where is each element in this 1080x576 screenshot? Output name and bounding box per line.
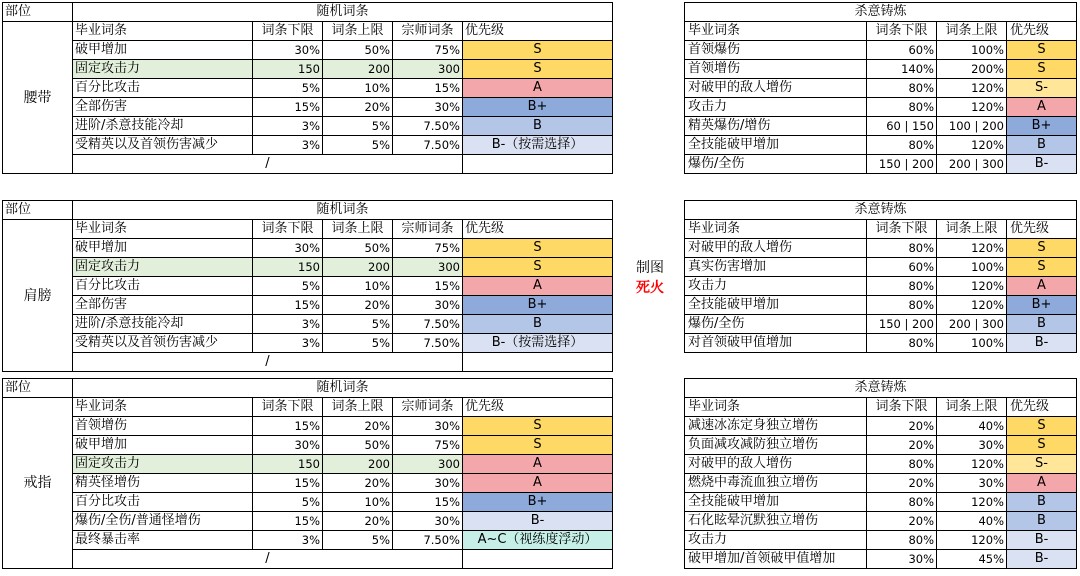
table-row <box>3 296 613 315</box>
affix-low: 150 <box>253 455 323 474</box>
affix-priority: A <box>463 455 613 474</box>
random-affix-table <box>2 200 613 372</box>
affix-low: 3% <box>253 136 323 155</box>
affix-priority: S <box>1007 258 1077 277</box>
col-high: 词条上限 <box>937 220 1007 239</box>
affix-priority: S <box>1007 436 1077 455</box>
affix-name: 破甲增加 <box>73 41 253 60</box>
affix-low: 3% <box>253 531 323 550</box>
col-master: 宗师词条 <box>393 22 463 41</box>
affix-priority: S- <box>1007 79 1077 98</box>
table-row <box>685 136 1077 155</box>
affix-priority: S- <box>1007 455 1077 474</box>
affix-name: 固定攻击力 <box>73 455 253 474</box>
affix-priority: S <box>463 60 613 79</box>
table-header-row <box>3 201 613 220</box>
affix-master: 300 <box>393 455 463 474</box>
part-name: 戒指 <box>3 398 73 569</box>
affix-name: 百分比攻击 <box>73 277 253 296</box>
col-low: 词条下限 <box>867 398 937 417</box>
affix-priority: B+ <box>463 493 613 512</box>
table-row <box>685 531 1077 550</box>
affix-high: 120% <box>937 136 1007 155</box>
affix-high: 50% <box>323 41 393 60</box>
affix-high: 45% <box>937 550 1007 569</box>
affix-name: 全技能破甲增加 <box>685 136 867 155</box>
footer-row <box>3 155 613 174</box>
table-row <box>685 60 1077 79</box>
affix-priority: A <box>463 474 613 493</box>
column-header-row <box>3 220 613 239</box>
affix-low: 150 | 200 <box>867 155 937 174</box>
affix-name: 燃烧中毒流血独立增伤 <box>685 474 867 493</box>
affix-priority: S <box>463 239 613 258</box>
affix-low: 3% <box>253 117 323 136</box>
affix-low: 60% <box>867 41 937 60</box>
affix-high: 100% <box>937 41 1007 60</box>
affix-high: 20% <box>323 296 393 315</box>
col-grad: 毕业词条 <box>73 398 253 417</box>
affix-priority: B <box>1007 315 1077 334</box>
affix-low: 30% <box>253 239 323 258</box>
part-header: 部位 <box>3 3 73 22</box>
table-row <box>3 79 613 98</box>
table-row <box>685 493 1077 512</box>
col-priority: 优先级 <box>1007 220 1077 239</box>
affix-low: 80% <box>867 296 937 315</box>
affix-master: 30% <box>393 98 463 117</box>
affix-high: 5% <box>323 334 393 353</box>
affix-high: 120% <box>937 455 1007 474</box>
column-header-row <box>3 22 613 41</box>
affix-priority: S <box>463 258 613 277</box>
affix-name: 石化眩晕沉默独立增伤 <box>685 512 867 531</box>
affix-high: 200 | 300 <box>937 155 1007 174</box>
affix-name: 破甲增加 <box>73 436 253 455</box>
affix-master: 75% <box>393 239 463 258</box>
credit <box>618 258 682 298</box>
col-high: 词条上限 <box>323 398 393 417</box>
affix-high: 120% <box>937 296 1007 315</box>
affix-low: 80% <box>867 334 937 353</box>
col-low: 词条下限 <box>867 220 937 239</box>
random-affix-header: 随机词条 <box>73 201 613 220</box>
table-row <box>3 455 613 474</box>
col-priority: 优先级 <box>463 220 613 239</box>
affix-master: 30% <box>393 474 463 493</box>
col-grad: 毕业词条 <box>685 22 867 41</box>
table-row <box>685 155 1077 174</box>
killing-forge-header: 杀意铸炼 <box>685 3 1077 22</box>
affix-priority: B+ <box>1007 117 1077 136</box>
affix-priority: B- <box>1007 155 1077 174</box>
table-header-row <box>685 3 1077 22</box>
affix-low: 20% <box>867 512 937 531</box>
affix-name: 首领爆伤 <box>685 41 867 60</box>
part-name: 肩膀 <box>3 220 73 372</box>
col-high: 词条上限 <box>937 22 1007 41</box>
affix-master: 15% <box>393 79 463 98</box>
affix-low: 20% <box>867 474 937 493</box>
footer-empty <box>463 155 613 174</box>
affix-name: 对破甲的敌人增伤 <box>685 239 867 258</box>
affix-priority: S <box>1007 239 1077 258</box>
affix-high: 10% <box>323 493 393 512</box>
affix-name: 爆伤/全伤/普通怪增伤 <box>73 512 253 531</box>
affix-low: 5% <box>253 277 323 296</box>
affix-name: 攻击力 <box>685 277 867 296</box>
footer-row <box>3 353 613 372</box>
footer-empty <box>463 353 613 372</box>
table-row <box>3 98 613 117</box>
affix-name: 精英怪增伤 <box>73 474 253 493</box>
column-header-row <box>685 220 1077 239</box>
affix-priority: S <box>1007 417 1077 436</box>
part-header: 部位 <box>3 379 73 398</box>
affix-priority: S <box>463 436 613 455</box>
table-row <box>3 60 613 79</box>
col-low: 词条下限 <box>867 22 937 41</box>
affix-high: 120% <box>937 493 1007 512</box>
affix-low: 150 <box>253 60 323 79</box>
affix-high: 100% <box>937 258 1007 277</box>
affix-low: 20% <box>867 417 937 436</box>
affix-low: 80% <box>867 98 937 117</box>
affix-low: 80% <box>867 277 937 296</box>
table-row <box>685 334 1077 353</box>
affix-name: 爆伤/全伤 <box>685 155 867 174</box>
table-row <box>3 531 613 550</box>
table-row <box>3 41 613 60</box>
affix-priority: B+ <box>1007 296 1077 315</box>
affix-high: 30% <box>937 474 1007 493</box>
random-affix-table <box>2 2 613 174</box>
table-row <box>685 98 1077 117</box>
affix-low: 60 | 150 <box>867 117 937 136</box>
affix-high: 40% <box>937 417 1007 436</box>
affix-low: 5% <box>253 493 323 512</box>
affix-master: 300 <box>393 258 463 277</box>
col-grad: 毕业词条 <box>73 22 253 41</box>
table-header-row <box>3 3 613 22</box>
table-row <box>685 417 1077 436</box>
affix-master: 30% <box>393 296 463 315</box>
affix-name: 固定攻击力 <box>73 258 253 277</box>
affix-name: 进阶/杀意技能冷却 <box>73 117 253 136</box>
table-row <box>3 474 613 493</box>
affix-priority: B+ <box>463 98 613 117</box>
part-name: 腰带 <box>3 22 73 174</box>
col-low: 词条下限 <box>253 220 323 239</box>
affix-low: 15% <box>253 474 323 493</box>
affix-name: 百分比攻击 <box>73 493 253 512</box>
affix-low: 80% <box>867 239 937 258</box>
table-row <box>3 258 613 277</box>
column-header-row <box>685 22 1077 41</box>
affix-low: 80% <box>867 493 937 512</box>
affix-high: 120% <box>937 277 1007 296</box>
table-row <box>685 455 1077 474</box>
affix-low: 3% <box>253 315 323 334</box>
affix-low: 140% <box>867 60 937 79</box>
table-row <box>685 117 1077 136</box>
affix-priority: A <box>1007 474 1077 493</box>
random-affix-header: 随机词条 <box>73 379 613 398</box>
affix-low: 80% <box>867 531 937 550</box>
affix-high: 5% <box>323 136 393 155</box>
affix-high: 10% <box>323 79 393 98</box>
table-row <box>3 493 613 512</box>
killing-forge-table <box>684 378 1077 569</box>
table-row <box>3 315 613 334</box>
col-grad: 毕业词条 <box>685 220 867 239</box>
col-high: 词条上限 <box>937 398 1007 417</box>
affix-master: 300 <box>393 60 463 79</box>
affix-priority: B <box>1007 136 1077 155</box>
affix-priority: A <box>463 79 613 98</box>
affix-high: 20% <box>323 417 393 436</box>
affix-high: 20% <box>323 512 393 531</box>
affix-priority: B-（按需选择） <box>463 136 613 155</box>
affix-high: 20% <box>323 474 393 493</box>
affix-name: 固定攻击力 <box>73 60 253 79</box>
col-master: 宗师词条 <box>393 220 463 239</box>
killing-forge-table <box>684 2 1077 174</box>
affix-master: 75% <box>393 41 463 60</box>
affix-priority: A <box>463 277 613 296</box>
col-high: 词条上限 <box>323 220 393 239</box>
col-master: 宗师词条 <box>393 398 463 417</box>
affix-name: 首领增伤 <box>73 417 253 436</box>
table-row <box>685 239 1077 258</box>
affix-name: 破甲增加 <box>73 239 253 258</box>
affix-name: 真实伤害增加 <box>685 258 867 277</box>
affix-low: 3% <box>253 334 323 353</box>
affix-high: 30% <box>937 436 1007 455</box>
affix-high: 200 <box>323 60 393 79</box>
col-grad: 毕业词条 <box>685 398 867 417</box>
col-low: 词条下限 <box>253 22 323 41</box>
affix-low: 20% <box>867 436 937 455</box>
affix-low: 80% <box>867 455 937 474</box>
table-row <box>3 117 613 136</box>
affix-low: 60% <box>867 258 937 277</box>
table-row <box>685 79 1077 98</box>
table-row <box>685 296 1077 315</box>
col-priority: 优先级 <box>1007 22 1077 41</box>
col-priority: 优先级 <box>463 22 613 41</box>
affix-low: 5% <box>253 79 323 98</box>
affix-priority: B- <box>1007 550 1077 569</box>
part-header: 部位 <box>3 201 73 220</box>
affix-priority: B- <box>463 512 613 531</box>
table-row <box>685 277 1077 296</box>
affix-name: 全技能破甲增加 <box>685 493 867 512</box>
credit-author: 死火 <box>636 280 664 296</box>
affix-priority: B+ <box>463 296 613 315</box>
footer-row <box>3 550 613 569</box>
affix-high: 50% <box>323 239 393 258</box>
table-row <box>685 474 1077 493</box>
footer-empty <box>463 550 613 569</box>
table-row <box>3 277 613 296</box>
affix-priority: B- <box>1007 334 1077 353</box>
affix-high: 5% <box>323 531 393 550</box>
affix-master: 7.50% <box>393 136 463 155</box>
affix-priority: A <box>1007 98 1077 117</box>
killing-forge-header: 杀意铸炼 <box>685 201 1077 220</box>
affix-name: 负面减攻减防独立增伤 <box>685 436 867 455</box>
column-header-row <box>685 398 1077 417</box>
affix-master: 30% <box>393 512 463 531</box>
affix-name: 攻击力 <box>685 531 867 550</box>
affix-high: 200 | 300 <box>937 315 1007 334</box>
affix-high: 5% <box>323 315 393 334</box>
affix-priority: A~C（视练度浮动） <box>463 531 613 550</box>
affix-name: 精英爆伤/增伤 <box>685 117 867 136</box>
col-high: 词条上限 <box>323 22 393 41</box>
table-row <box>685 550 1077 569</box>
footer-slash: / <box>73 550 463 569</box>
affix-low: 30% <box>253 436 323 455</box>
affix-high: 100% <box>937 334 1007 353</box>
affix-master: 15% <box>393 493 463 512</box>
affix-name: 最终暴击率 <box>73 531 253 550</box>
table-row <box>3 239 613 258</box>
affix-name: 爆伤/全伤 <box>685 315 867 334</box>
affix-priority: B <box>1007 493 1077 512</box>
affix-name: 受精英以及首领伤害减少 <box>73 334 253 353</box>
affix-high: 20% <box>323 98 393 117</box>
table-row <box>685 258 1077 277</box>
affix-name: 全技能破甲增加 <box>685 296 867 315</box>
affix-priority: B <box>463 315 613 334</box>
random-affix-table <box>2 378 613 569</box>
affix-priority: B <box>463 117 613 136</box>
affix-name: 减速冰冻定身独立增伤 <box>685 417 867 436</box>
affix-priority: B-（按需选择） <box>463 334 613 353</box>
affix-priority: S <box>463 417 613 436</box>
table-row <box>685 436 1077 455</box>
col-grad: 毕业词条 <box>73 220 253 239</box>
table-row <box>685 512 1077 531</box>
table-row <box>3 436 613 455</box>
affix-priority: S <box>463 41 613 60</box>
table-row <box>3 512 613 531</box>
affix-high: 200 <box>323 455 393 474</box>
affix-name: 全部伤害 <box>73 296 253 315</box>
affix-name: 攻击力 <box>685 98 867 117</box>
killing-forge-header: 杀意铸炼 <box>685 379 1077 398</box>
affix-name: 对破甲的敌人增伤 <box>685 455 867 474</box>
affix-master: 75% <box>393 436 463 455</box>
col-priority: 优先级 <box>1007 398 1077 417</box>
killing-forge-table <box>684 200 1077 353</box>
affix-name: 百分比攻击 <box>73 79 253 98</box>
affix-high: 10% <box>323 277 393 296</box>
affix-name: 全部伤害 <box>73 98 253 117</box>
affix-name: 首领增伤 <box>685 60 867 79</box>
footer-slash: / <box>73 353 463 372</box>
col-priority: 优先级 <box>463 398 613 417</box>
affix-high: 50% <box>323 436 393 455</box>
affix-high: 200 <box>323 258 393 277</box>
table-row <box>685 315 1077 334</box>
affix-high: 120% <box>937 531 1007 550</box>
table-row <box>685 41 1077 60</box>
affix-low: 80% <box>867 136 937 155</box>
affix-low: 30% <box>867 550 937 569</box>
affix-high: 120% <box>937 98 1007 117</box>
affix-low: 30% <box>253 41 323 60</box>
affix-high: 100 | 200 <box>937 117 1007 136</box>
affix-low: 15% <box>253 417 323 436</box>
affix-master: 7.50% <box>393 315 463 334</box>
affix-master: 7.50% <box>393 117 463 136</box>
affix-priority: S <box>1007 41 1077 60</box>
affix-master: 30% <box>393 417 463 436</box>
column-header-row <box>3 398 613 417</box>
affix-high: 40% <box>937 512 1007 531</box>
affix-priority: B- <box>1007 531 1077 550</box>
affix-master: 15% <box>393 277 463 296</box>
affix-low: 150 | 200 <box>867 315 937 334</box>
affix-low: 15% <box>253 98 323 117</box>
affix-high: 120% <box>937 79 1007 98</box>
affix-master: 7.50% <box>393 531 463 550</box>
affix-master: 7.50% <box>393 334 463 353</box>
col-low: 词条下限 <box>253 398 323 417</box>
affix-high: 200% <box>937 60 1007 79</box>
affix-priority: A <box>1007 277 1077 296</box>
affix-high: 5% <box>323 117 393 136</box>
affix-low: 150 <box>253 258 323 277</box>
table-row <box>3 334 613 353</box>
random-affix-header: 随机词条 <box>73 3 613 22</box>
affix-name: 破甲增加/首领破甲值增加 <box>685 550 867 569</box>
affix-low: 80% <box>867 79 937 98</box>
footer-slash: / <box>73 155 463 174</box>
affix-high: 120% <box>937 239 1007 258</box>
affix-name: 进阶/杀意技能冷却 <box>73 315 253 334</box>
affix-name: 对破甲的敌人增伤 <box>685 79 867 98</box>
table-header-row <box>3 379 613 398</box>
affix-priority: B <box>1007 512 1077 531</box>
affix-name: 受精英以及首领伤害减少 <box>73 136 253 155</box>
credit-label: 制图 <box>636 260 664 276</box>
affix-low: 15% <box>253 512 323 531</box>
table-row <box>3 136 613 155</box>
affix-low: 15% <box>253 296 323 315</box>
affix-priority: S <box>1007 60 1077 79</box>
table-header-row <box>685 379 1077 398</box>
table-header-row <box>685 201 1077 220</box>
table-row <box>3 417 613 436</box>
affix-name: 对首领破甲值增加 <box>685 334 867 353</box>
